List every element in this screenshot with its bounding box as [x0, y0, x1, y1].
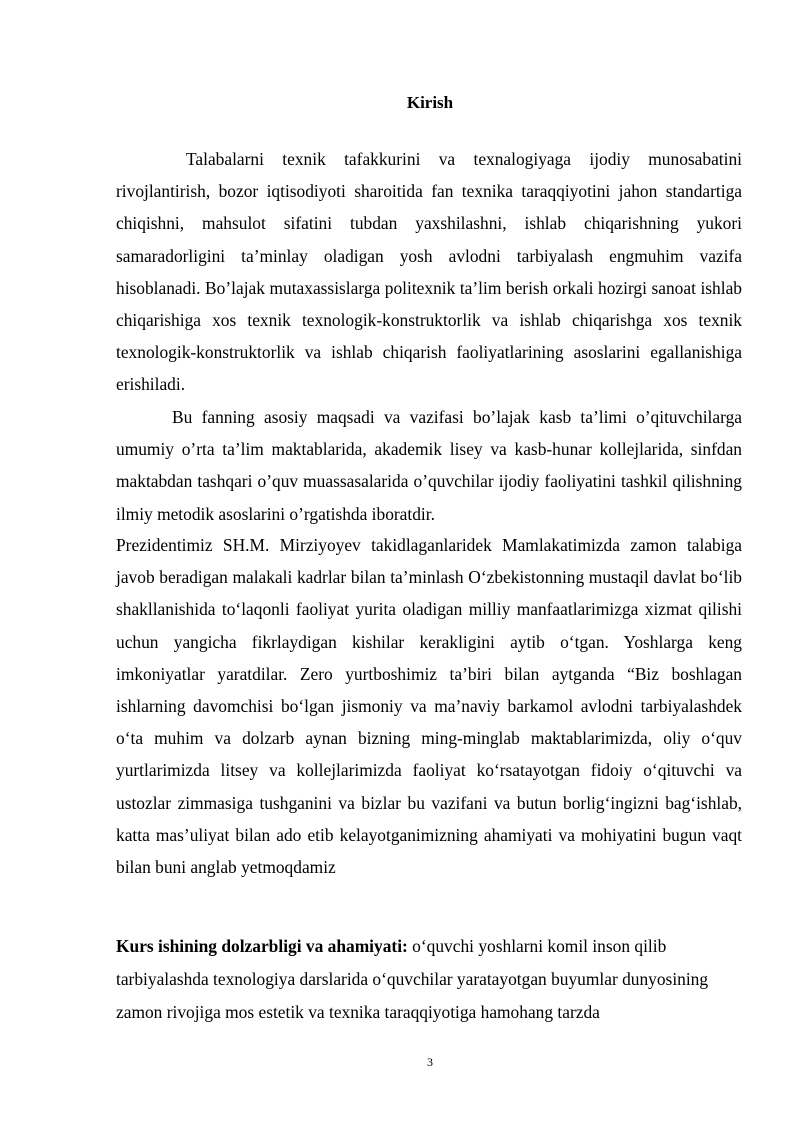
paragraph-relevance — [116, 930, 742, 1029]
page-number: 3 — [427, 1055, 433, 1069]
page-title: Kirish — [406, 93, 454, 112]
paragraph-intro: Talabalarni texnik tafakkurini va texnalogiyaga ijodiy munosabatini rivojlantirish, bozor iqtisodiyoti sharoitida fan texnika taraqqiyotini jahon standartiga chiqishni, mahsulot sifatini tubdan yaxshilashni, ishlab chiqarishning yukori samaradorligini ta’minlay oladigan yosh avlodni tarbiyalash engmuhim vazifa hisoblanadi. Bo’lajak mutaxassislarga politexnik ta’lim berish orkali hozirgi sanoat ishlab chiqarishiga xos texnik texnologik-konstruktorlik va ishlab chiqarishga xos texnik texnologik-konstruktorlik va ishlab chiqarish faoliyatlarining asoslarini egallanishiga erishiladi. — [116, 149, 742, 395]
paragraph-president-quote: Prezidentimiz SH.M. Mirziyoyev takidlaganlaridek Mamlakatimizda zamon talabiga javob beradigan malakali kadrlar bilan ta’minlash O‘zbekistonning mustaqil davlat bo‘lib shakllanishida to‘laqonli faoliyat yurita oladigan milliy manfaatlarimizga xizmat qilishi uchun yangicha fikrlaydigan kishilar kerakligini aytib o‘tgan. Yoshlarga keng imkoniyatlar yaratdilar. Zero yurtboshimiz ta’biri bilan aytganda “Biz boshlagan ishlarning davomchisi bo‘lgan jismoniy va ma’naviy barkamol avlodni tarbiyalashdek o‘ta muhim va dolzarb aynan bizning ming-minglab maktablarimizda, oliy o‘quv yurtlarimizda litsey va kollejlarimizda faoliyat ko‘rsatayotgan fidoiy o‘qituvchi va ustozlar zimmasiga tushganini va bizlar bu vazifani va butun borlig‘ingizni bag‘ishlab, katta mas’uliyat bilan ado etib kelayotganimizning ahamiyati va mohiyatini bugun vaqt bilan buni anglab yetmoqdamiz — [116, 535, 742, 878]
relevance-text: o‘quvchi yoshlarni komil inson qilib tarbiyalashda texnologiya darslarida o‘quvchilar yaratayotgan buyumlar dunyosining zamon rivojiga mos estetik va texnika taraqqiyotiga hamohang tarzda — [116, 936, 709, 1022]
relevance-heading: Kurs ishining dolzarbligi va ahamiyati: — [116, 936, 408, 956]
paragraph-goal: Bu fanning asosiy maqsadi va vazifasi bo’lajak kasb ta’limi o’qituvchilarga umumiy o’rta ta’lim maktablarida, akademik lisey va kasb-hunar kollejlarida, sinfdan maktabdan tashqari o’quv muassasalarida o’quvchilar ijodiy faoliyatini tashkil qilishning ilmiy metodik asoslarini o’rgatishda iboratdir. — [116, 407, 742, 524]
